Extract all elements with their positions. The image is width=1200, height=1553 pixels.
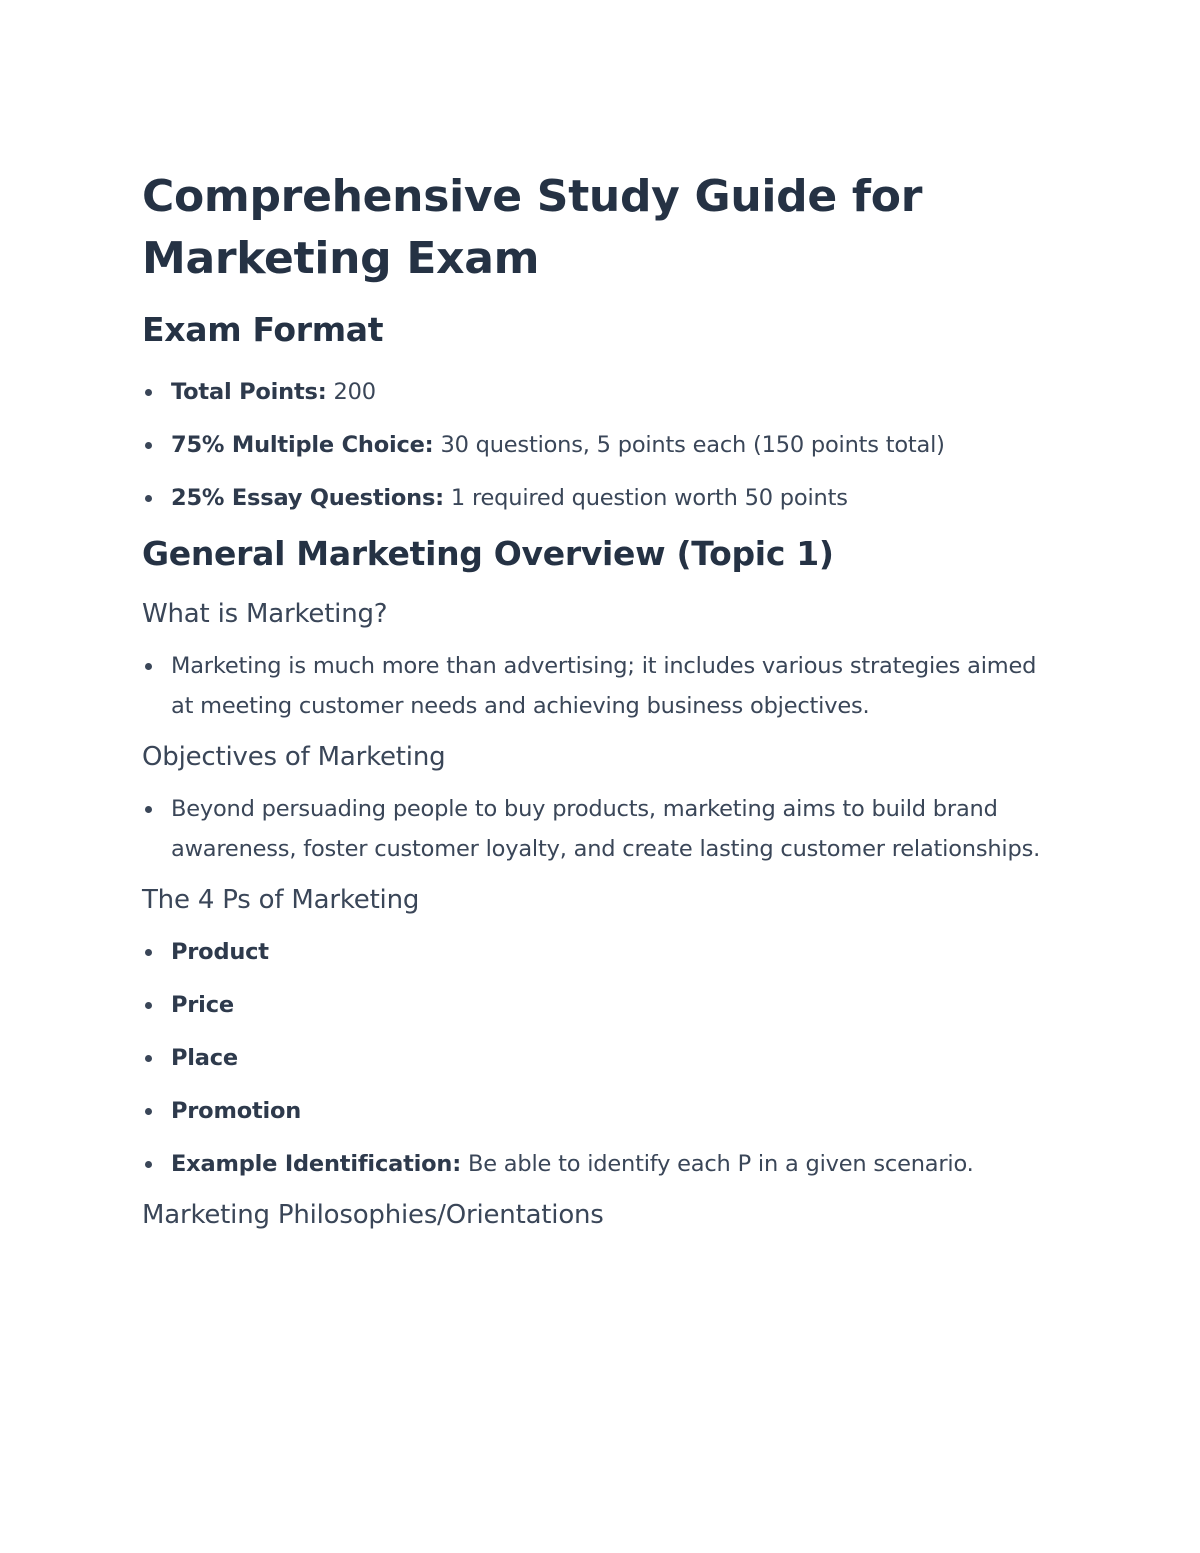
list-item (142, 1091, 1050, 1131)
subheading-four-ps: The 4 Ps of Marketing (142, 885, 420, 915)
list-item-label: Total Points: (171, 379, 327, 405)
subheading-what-is-marketing: What is Marketing? (142, 599, 388, 629)
list-item: Beyond persuading people to buy products, marketing aims to build brand awareness, foster customer loyalty, and create lasting customer relationships. (142, 789, 1050, 869)
subheading-philosophies: Marketing Philosophies/Orientations (142, 1200, 604, 1230)
list-item-label: Place (171, 1045, 238, 1071)
list-item (142, 372, 1050, 412)
list-item: Marketing is much more than advertising; it includes various strategies aimed at meeting customer needs and achieving business objectives. (142, 646, 1050, 726)
list-item (142, 932, 1050, 972)
what-is-marketing-list (142, 646, 1050, 726)
list-item-label: Price (171, 992, 234, 1018)
list-item (142, 1038, 1050, 1078)
exam-format-list (142, 372, 1050, 518)
list-item-text: Be able to identify each P in a given scenario. (461, 1151, 974, 1177)
list-item (142, 985, 1050, 1025)
document-title: Comprehensive Study Guide for Marketing Exam (142, 171, 923, 284)
list-item-label: 25% Essay Questions: (171, 485, 444, 511)
list-item-label: Product (171, 939, 269, 965)
subheading-objectives: Objectives of Marketing (142, 742, 446, 772)
list-item (142, 478, 1050, 518)
list-item-text: 30 questions, 5 points each (150 points total) (433, 432, 945, 458)
list-item-label: Promotion (171, 1098, 302, 1124)
list-item-label: Example Identification: (171, 1151, 462, 1177)
four-ps-list (142, 932, 1050, 1184)
list-item (142, 1144, 1050, 1184)
section-heading-overview: General Marketing Overview (Topic 1) (142, 534, 834, 573)
list-item-label: 75% Multiple Choice: (171, 432, 434, 458)
objectives-list (142, 789, 1050, 869)
list-item-text: 200 (326, 379, 376, 405)
section-heading-exam-format: Exam Format (142, 310, 384, 349)
list-item-text: 1 required question worth 50 points (443, 485, 848, 511)
list-item (142, 425, 1050, 465)
